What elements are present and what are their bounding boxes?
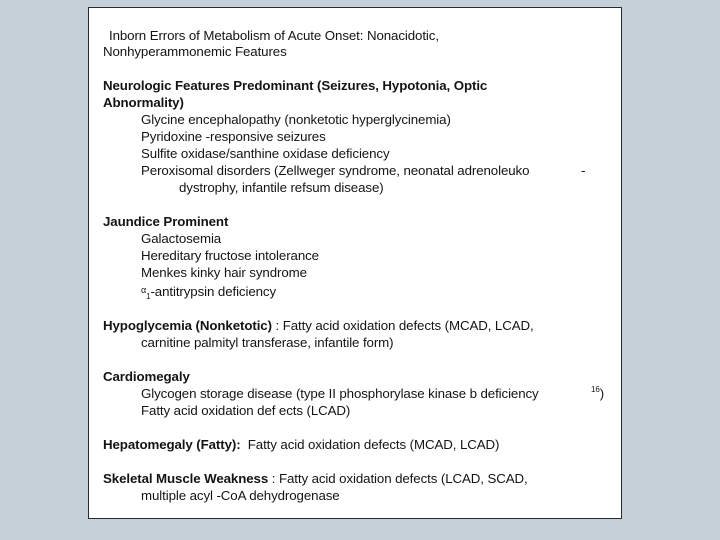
alpha-text: -antitrypsin deficiency xyxy=(150,284,277,299)
jaundice-heading: Jaundice Prominent xyxy=(103,214,229,229)
alpha-subscript: 1 xyxy=(146,292,151,301)
jaundice-item-alpha xyxy=(141,284,276,302)
skeletal-continuation: multiple acyl -CoA dehydrogenase xyxy=(141,488,340,503)
skeletal-text: : Fatty acid oxidation defects (LCAD, SCAD, xyxy=(271,471,528,486)
neurologic-item: Peroxisomal disorders (Zellweger syndrome, neonatal adrenoleuko xyxy=(141,163,530,178)
cardiomegaly-reference xyxy=(591,386,604,404)
footnote-superscript: 16 xyxy=(591,385,600,394)
cardiomegaly-heading: Cardiomegaly xyxy=(103,369,190,384)
cardiomegaly-item: Glycogen storage disease (type II phosphorylase kinase b deficiency xyxy=(141,386,539,401)
hepatomegaly-text: Fatty acid oxidation defects (MCAD, LCAD) xyxy=(247,437,500,452)
cardiomegaly-item: Fatty acid oxidation def ects (LCAD) xyxy=(141,403,351,418)
neurologic-item: Sulfite oxidase/santhine oxidase deficiency xyxy=(141,146,390,161)
skeletal-line xyxy=(103,471,528,487)
jaundice-item: Menkes kinky hair syndrome xyxy=(141,265,307,280)
hypoglycemia-line xyxy=(103,318,534,334)
title-line-1: Inborn Errors of Metabolism of Acute Onset: Nonacidotic, xyxy=(109,28,439,43)
hypoglycemia-heading: Hypoglycemia (Nonketotic) xyxy=(103,318,272,333)
neurologic-item: Pyridoxine -responsive seizures xyxy=(141,129,326,144)
hepatomegaly-heading: Hepatomegaly (Fatty): xyxy=(103,437,241,452)
jaundice-item: Hereditary fructose intolerance xyxy=(141,248,319,263)
document-page xyxy=(88,7,622,519)
jaundice-item: Galactosemia xyxy=(141,231,222,246)
hypoglycemia-text: : Fatty acid oxidation defects (MCAD, LCAD, xyxy=(275,318,534,333)
neurologic-item: Glycine encephalopathy (nonketotic hyperglycinemia) xyxy=(141,112,451,127)
title-line-2: Nonhyperammonemic Features xyxy=(103,44,287,59)
hypoglycemia-continuation: carnitine palmityl transferase, infantile form) xyxy=(141,335,394,350)
hepatomegaly-line xyxy=(103,437,499,453)
close-paren: ) xyxy=(599,386,605,401)
alpha-symbol: α xyxy=(141,285,147,295)
neurologic-heading-line-2: Abnormality) xyxy=(103,95,184,110)
neurologic-heading-line-1: Neurologic Features Predominant (Seizures, Hypotonia, Optic xyxy=(103,78,488,93)
neurologic-item-continuation: dystrophy, infantile refsum disease) xyxy=(179,180,384,195)
skeletal-heading: Skeletal Muscle Weakness xyxy=(103,471,269,486)
neurologic-hyphen: - xyxy=(581,163,586,178)
